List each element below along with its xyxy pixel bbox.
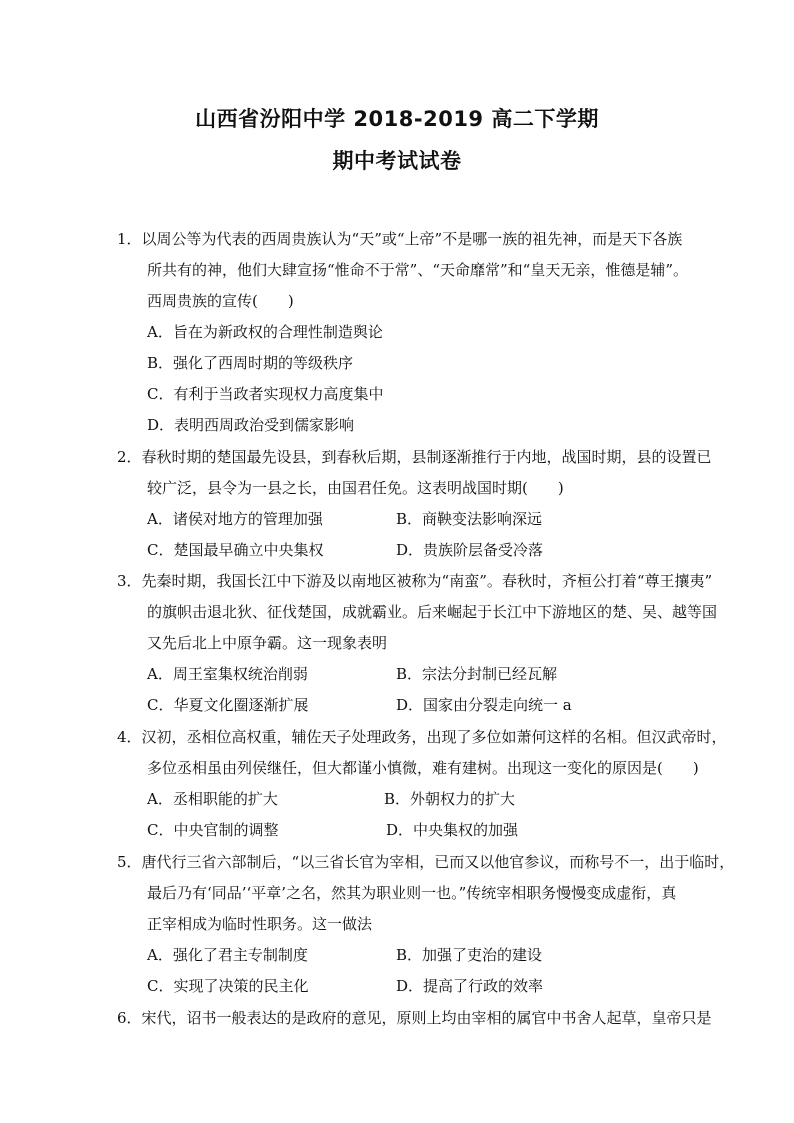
exam-subtitle: 期中考试试卷: [332, 149, 462, 173]
question-text-line: 较广泛，县令为一县之长，由国君任免。这表明战国时期( ): [147, 479, 564, 497]
question-text-line: 5．唐代行三省六部制后，“以三省长官为宰相，已而又以他官参议，而称号不一，出于临时，: [117, 853, 735, 871]
option-d: D．提高了行政的效率: [396, 977, 544, 995]
option-d: D．贵族阶层备受冷落: [396, 541, 544, 559]
question-text-line: 西周贵族的宣传( ): [147, 292, 294, 310]
option-a: A．旨在为新政权的合理性制造舆论: [147, 323, 383, 341]
question-text-line: 多位丞相虽由列侯继任，但大都谨小慎微，难有建树。出现这一变化的原因是( ): [147, 759, 699, 777]
option-a: A．强化了君主专制制度: [147, 946, 308, 964]
exam-title: 山西省汾阳中学 2018-2019 高二下学期: [195, 107, 599, 131]
option-b: B．宗法分封制已经瓦解: [396, 665, 558, 683]
question-text-line: 6．宋代，诏书一般表达的是政府的意见，原则上均由宰相的属官中书舍人起草，皇帝只是: [117, 1009, 712, 1027]
question-text-line: 又先后北上中原争霸。这一现象表明: [147, 634, 388, 652]
option-a: A．诸侯对地方的管理加强: [147, 510, 323, 528]
option-d: D．国家由分裂走向统一 a: [396, 696, 572, 714]
option-b: B．商鞅变法影响深远: [396, 510, 543, 528]
option-c: C．华夏文化圈逐渐扩展: [147, 696, 309, 714]
question-text-line: 2．春秋时期的楚国最先设县，到春秋后期，县制逐渐推行于内地，战国时期，县的设置已: [117, 448, 712, 466]
option-b: B．强化了西周时期的等级秩序: [147, 354, 354, 372]
question-text-line: 4．汉初，丞相位高权重，辅佐天子处理政务，出现了多位如萧何这样的名相。但汉武帝时，: [117, 728, 727, 746]
option-c: C．有利于当政者实现权力高度集中: [147, 385, 384, 403]
option-a: A．丞相职能的扩大: [147, 790, 278, 808]
question-text-line: 3．先秦时期，我国长江中下游及以南地区被称为“南蛮”。春秋时，齐桓公打着“尊王攘夷”: [117, 572, 713, 590]
question-text-line: 1．以周公等为代表的西周贵族认为“天”或“上帝”不是哪一族的祖先神，而是天下各族: [117, 230, 683, 248]
option-c: C．楚国最早确立中央集权: [147, 541, 324, 559]
option-d: D．表明西周政治受到儒家影响: [147, 416, 355, 434]
option-b: B．加强了吏治的建设: [396, 946, 543, 964]
question-text-line: 的旗帜击退北狄、征伐楚国，成就霸业。后来崛起于长江中下游地区的楚、吴、越等国: [147, 603, 718, 621]
option-b: B．外朝权力的扩大: [384, 790, 516, 808]
question-text-line: 最后乃有‘同品’‘平章’之名，然其为职业则一也。”传统宰相职务慢慢变成虚衔，真: [147, 884, 677, 902]
option-d: D．中央集权的加强: [386, 821, 519, 839]
question-text-line: 所共有的神，他们大肆宣扬“惟命不于常”、“天命靡常”和“皇天无亲，惟德是辅”。: [147, 261, 689, 279]
option-c: C．实现了决策的民主化: [147, 977, 309, 995]
option-a: A．周王室集权统治削弱: [147, 665, 308, 683]
option-c: C．中央官制的调整: [147, 821, 279, 839]
question-text-line: 正宰相成为临时性职务。这一做法: [147, 915, 373, 933]
